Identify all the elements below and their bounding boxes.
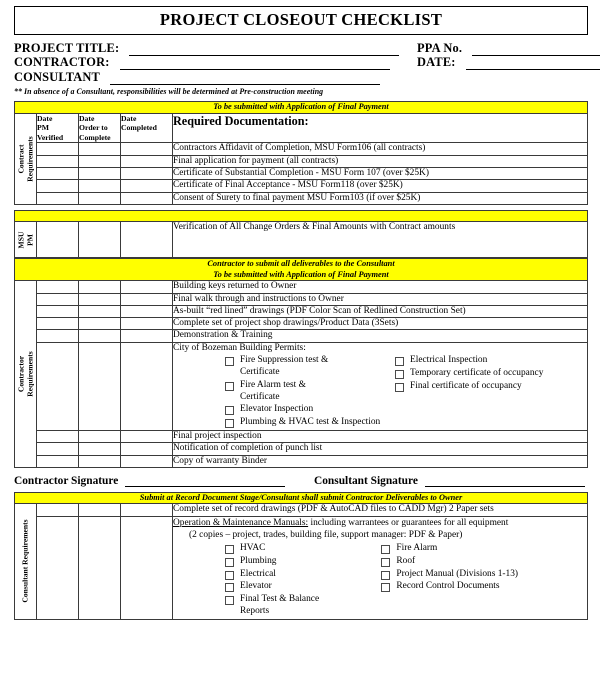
- contractor-requirements-table: [14, 258, 588, 468]
- om-checkbox-plumbing[interactable]: [225, 556, 381, 568]
- cell-pm-verified[interactable]: [37, 443, 79, 455]
- cell-order-complete[interactable]: [79, 504, 121, 516]
- consultant-banner-row: [15, 492, 588, 504]
- checkbox-icon[interactable]: [225, 583, 234, 592]
- consultant-input[interactable]: [110, 73, 380, 85]
- checkbox-icon[interactable]: [225, 571, 234, 580]
- contractor-signature-field: [14, 475, 314, 487]
- cell-date-completed[interactable]: [121, 155, 173, 167]
- ppa-no-input[interactable]: [472, 44, 600, 56]
- cell-pm-verified[interactable]: [37, 143, 79, 155]
- cell-order-complete[interactable]: [79, 305, 121, 317]
- cell-date-completed[interactable]: [121, 342, 173, 430]
- cell-pm-verified[interactable]: [37, 504, 79, 516]
- building-permits-block: [173, 342, 588, 430]
- checkbox-icon[interactable]: [395, 383, 404, 392]
- contractor-row-after-0: Final project inspection: [173, 430, 588, 442]
- cell-order-complete[interactable]: [79, 430, 121, 442]
- cell-date-completed[interactable]: [121, 222, 173, 258]
- hdr-order-line-2: Order to: [79, 123, 108, 133]
- cell-pm-verified[interactable]: [37, 318, 79, 330]
- contractor-side-label-line-2: Requirements: [24, 351, 34, 397]
- field-project-title: [14, 41, 414, 56]
- contract-banner-line-1: To be submitted with Application of Final Payment: [213, 102, 389, 111]
- checkbox-icon[interactable]: [395, 370, 404, 379]
- field-ppa-no: [417, 41, 600, 56]
- cell-pm-verified[interactable]: [37, 180, 79, 192]
- contractor-row-3: Complete set of project shop drawings/Product Data (3Sets): [173, 318, 588, 330]
- hdr-order-line-3: Complete: [79, 132, 111, 142]
- table-row-permits: [15, 342, 588, 430]
- contract-row-4: Consent of Surety to final payment MSU Form103 (if over $25K): [173, 192, 588, 204]
- permit-checkbox-elevator-inspection[interactable]: [225, 404, 395, 416]
- contract-header-row: [15, 113, 588, 143]
- om-manuals-block: [173, 516, 588, 619]
- om-label-plumbing: Plumbing: [240, 555, 277, 566]
- cell-order-complete[interactable]: [79, 155, 121, 167]
- checkbox-icon[interactable]: [225, 357, 234, 366]
- om-checkbox-roof[interactable]: [381, 556, 587, 568]
- contractor-row-4: Demonstration & Training: [173, 330, 588, 342]
- table-row: [15, 192, 588, 204]
- contractor-input[interactable]: [120, 58, 390, 70]
- building-permits-columns: [173, 355, 587, 430]
- cell-pm-verified[interactable]: [37, 192, 79, 204]
- contract-side-label: [15, 113, 37, 204]
- msu-pm-row-0: Verification of All Change Orders & Final Amounts with Contract amounts: [173, 222, 588, 258]
- field-date: [417, 56, 600, 71]
- contractor-side-label-text: [17, 351, 34, 396]
- hdr-done-line-1: Date: [121, 113, 137, 123]
- cell-date-completed[interactable]: [121, 192, 173, 204]
- contractor-banner-line-2: To be submitted with Application of Final Payment: [213, 269, 389, 279]
- column-header-date-order-to-complete: [79, 113, 121, 143]
- consultant-label: CONSULTANT: [14, 69, 101, 84]
- consultant-row-0: Complete set of record drawings (PDF & AutoCAD files to CADD Mgr) 2 Paper sets: [173, 504, 588, 516]
- cell-order-complete[interactable]: [79, 180, 121, 192]
- permit-checkbox-fire-alarm[interactable]: [225, 380, 395, 404]
- table-row: [15, 305, 588, 317]
- contractor-side-label: [15, 281, 37, 468]
- checkbox-icon[interactable]: [225, 558, 234, 567]
- cell-pm-verified[interactable]: [37, 305, 79, 317]
- cell-pm-verified[interactable]: [37, 342, 79, 430]
- om-checkbox-hvac[interactable]: [225, 543, 381, 555]
- consultant-signature-label: Consultant Signature: [314, 474, 418, 487]
- cell-pm-verified[interactable]: [37, 167, 79, 179]
- project-info-block: [14, 41, 588, 99]
- cell-pm-verified[interactable]: [37, 155, 79, 167]
- table-row: [15, 443, 588, 455]
- cell-date-completed[interactable]: [121, 167, 173, 179]
- hdr-pm-line-1: Date: [37, 113, 53, 123]
- date-input[interactable]: [466, 58, 600, 70]
- contractor-signature-input[interactable]: [125, 475, 285, 487]
- checkbox-icon[interactable]: [395, 357, 404, 366]
- cell-date-completed[interactable]: [121, 430, 173, 442]
- permit-label-fire-suppression: [240, 355, 328, 379]
- contract-side-label-line-1: Contract: [15, 144, 25, 174]
- hdr-pm-line-2: PM: [37, 123, 49, 133]
- document-page: [0, 6, 600, 699]
- date-label: DATE:: [417, 55, 456, 69]
- field-consultant: [14, 70, 414, 85]
- permit-checkbox-temporary-occupancy[interactable]: [395, 368, 587, 380]
- msu-side-label-line-1: MSU: [15, 231, 25, 249]
- cell-order-complete[interactable]: [79, 443, 121, 455]
- checkbox-icon[interactable]: [381, 545, 390, 554]
- contractor-signature-label: Contractor Signature: [14, 474, 119, 487]
- permit-checkbox-fire-suppression[interactable]: [225, 355, 395, 379]
- table-row-om-manuals: [15, 516, 588, 619]
- table-row: [15, 167, 588, 179]
- om-label-roof: Roof: [396, 555, 416, 566]
- field-contractor: [14, 56, 414, 71]
- cell-pm-verified[interactable]: [37, 516, 79, 619]
- om-label-electrical: Electrical: [240, 568, 276, 579]
- table-row: [15, 330, 588, 342]
- building-permits-title: City of Bozeman Building Permits:: [173, 342, 306, 353]
- table-row: [15, 222, 588, 258]
- consultant-signature-field: [314, 475, 588, 487]
- consultant-note: ** In absence of a Consultant, responsibilities will be determined at Pre-construction meeting: [14, 86, 324, 96]
- table-row: [15, 143, 588, 155]
- permit-label-temporary-occupancy: Temporary certificate of occupancy: [410, 368, 544, 379]
- contract-side-label-line-2: Requirements: [24, 135, 34, 182]
- om-manuals-heading: [173, 517, 587, 529]
- project-info-right: [417, 41, 600, 70]
- contractor-row-1: Final walk through and instructions to Owner: [173, 293, 588, 305]
- om-checkbox-record-control-documents[interactable]: [381, 581, 587, 593]
- contract-requirements-table: [14, 101, 588, 205]
- contract-side-label-text: [17, 136, 34, 181]
- project-info-left: [14, 41, 414, 96]
- om-manuals-heading-underlined: Operation & Maintenance Manuals:: [173, 517, 309, 528]
- signature-row: [14, 475, 588, 487]
- permit-label-fire-suppression-line-2: Certificate: [240, 367, 280, 378]
- permit-label-fire-alarm-line-2: Certificate: [240, 391, 280, 402]
- column-header-date-completed: [121, 113, 173, 143]
- project-title-label: PROJECT TITLE:: [14, 40, 120, 55]
- consultant-banner: [15, 492, 588, 504]
- om-manuals-subnote: (2 copies – project, trades, building file, support manager: PDF & Paper): [189, 529, 463, 540]
- table-row: [15, 155, 588, 167]
- cell-date-completed[interactable]: [121, 293, 173, 305]
- consultant-requirements-table: [14, 492, 588, 620]
- permit-label-elevator-inspection: Elevator Inspection: [240, 404, 314, 415]
- permit-checkbox-final-occupancy[interactable]: [395, 381, 587, 393]
- cell-date-completed[interactable]: [121, 455, 173, 467]
- table-row: [15, 430, 588, 442]
- contract-row-0: Contractors Affidavit of Completion, MSU Form106 (all contracts): [173, 143, 588, 155]
- permit-label-fire-alarm-line-1: Fire Alarm test &: [240, 379, 306, 390]
- contractor-row-after-2: Copy of warranty Binder: [173, 455, 588, 467]
- cell-date-completed[interactable]: [121, 180, 173, 192]
- cell-pm-verified[interactable]: [37, 281, 79, 293]
- column-header-required-documentation: Required Documentation:: [173, 113, 588, 143]
- hdr-done-line-2: Completed: [121, 123, 157, 133]
- checkbox-icon[interactable]: [225, 596, 234, 605]
- hdr-pm-line-3: Verified: [37, 132, 64, 142]
- cell-order-complete[interactable]: [79, 318, 121, 330]
- table-row: [15, 318, 588, 330]
- contract-row-3: Certificate of Final Acceptance - MSU Form118 (over $25K): [173, 180, 588, 192]
- om-label-final-test-balance-line-2: Reports: [240, 605, 270, 616]
- msu-pm-side-label-text: [17, 231, 34, 248]
- om-label-fire-alarm: Fire Alarm: [396, 543, 438, 553]
- permit-label-final-occupancy: Final certificate of occupancy: [410, 380, 522, 391]
- hdr-order-line-1: Date: [79, 113, 95, 123]
- building-permits-left-column: [225, 355, 395, 430]
- consultant-side-label-text: Consultant Requirements: [20, 519, 30, 603]
- cell-date-completed[interactable]: [121, 318, 173, 330]
- contractor-side-label-line-1: Contractor: [15, 355, 25, 393]
- cell-date-completed[interactable]: [121, 443, 173, 455]
- table-row: [15, 180, 588, 192]
- checkbox-icon[interactable]: [225, 406, 234, 415]
- cell-order-complete[interactable]: [79, 293, 121, 305]
- cell-pm-verified[interactable]: [37, 455, 79, 467]
- consultant-banner-line-1: Submit at Record Document Stage/Consultant shall submit Contractor Deliverables to Owner: [139, 492, 463, 502]
- checkbox-icon[interactable]: [225, 382, 234, 391]
- permit-label-electrical-inspection: Electrical Inspection: [410, 355, 488, 366]
- cell-order-complete[interactable]: [79, 167, 121, 179]
- om-manuals-columns: [173, 543, 587, 619]
- permit-checkbox-electrical-inspection[interactable]: [395, 355, 587, 367]
- om-label-final-test-balance-line-1: Final Test & Balance: [240, 594, 320, 604]
- cell-date-completed[interactable]: [121, 281, 173, 293]
- cell-order-complete[interactable]: [79, 192, 121, 204]
- contractor-banner: [15, 259, 588, 281]
- permit-label-fire-alarm: [240, 380, 306, 404]
- om-label-project-manual: Project Manual (Divisions 1-13): [396, 568, 519, 579]
- cell-date-completed[interactable]: [121, 330, 173, 342]
- cell-order-complete[interactable]: [79, 281, 121, 293]
- checkbox-icon[interactable]: [225, 545, 234, 554]
- permit-label-fire-suppression-line-1: Fire Suppression test &: [240, 355, 329, 366]
- cell-pm-verified[interactable]: [37, 430, 79, 442]
- msu-pm-side-label: [15, 222, 37, 258]
- msu-side-label-line-2: PM: [24, 233, 34, 246]
- om-manuals-right-column: [381, 543, 587, 619]
- checkbox-icon[interactable]: [225, 419, 234, 428]
- contractor-banner-row: [15, 259, 588, 281]
- om-manuals-heading-rest: including warrantees or guarantees for all equipment: [308, 517, 509, 528]
- consultant-side-label: [15, 504, 37, 619]
- cell-pm-verified[interactable]: [37, 330, 79, 342]
- table-row: [15, 504, 588, 516]
- om-manuals-left-column: [225, 543, 381, 619]
- document-title-box: [14, 6, 588, 35]
- cell-date-completed[interactable]: [121, 305, 173, 317]
- om-checkbox-electrical[interactable]: [225, 569, 381, 581]
- checkbox-icon[interactable]: [381, 558, 390, 567]
- cell-order-complete[interactable]: [79, 455, 121, 467]
- contractor-row-0: Building keys returned to Owner: [173, 281, 588, 293]
- contract-banner-row: [15, 102, 588, 114]
- contractor-row-2: As-built “red lined” drawings (PDF Color Scan of Redlined Construction Set): [173, 305, 588, 317]
- table-row: [15, 293, 588, 305]
- om-checkbox-fire-alarm[interactable]: [381, 543, 587, 555]
- cell-order-complete[interactable]: [79, 516, 121, 619]
- checkbox-icon[interactable]: [381, 583, 390, 592]
- msu-banner-row: [15, 210, 588, 222]
- cell-pm-verified[interactable]: [37, 222, 79, 258]
- cell-order-complete[interactable]: [79, 330, 121, 342]
- contract-banner: [15, 102, 588, 114]
- cell-date-completed[interactable]: [121, 504, 173, 516]
- contractor-banner-line-1: Contractor to submit all deliverables to the Consultant: [207, 259, 395, 269]
- building-permits-right-column: [395, 355, 587, 430]
- cell-date-completed[interactable]: [121, 516, 173, 619]
- om-label-record-control-documents: Record Control Documents: [396, 581, 500, 592]
- msu-banner: [15, 210, 588, 222]
- cell-order-complete[interactable]: [79, 143, 121, 155]
- contract-row-1: Final application for payment (all contracts): [173, 155, 588, 167]
- contract-row-2: Certificate of Substantial Completion - MSU Form 107 (over $25K): [173, 167, 588, 179]
- contractor-row-after-1: Notification of completion of punch list: [173, 443, 588, 455]
- permit-label-plumbing-hvac: Plumbing & HVAC test & Inspection: [240, 417, 381, 428]
- project-title-input[interactable]: [129, 44, 399, 56]
- ppa-no-label: PPA No.: [417, 40, 463, 55]
- cell-order-complete[interactable]: [79, 222, 121, 258]
- om-label-final-test-balance: [240, 594, 319, 618]
- om-checkbox-final-test-balance[interactable]: [225, 594, 381, 618]
- om-checkbox-elevator[interactable]: [225, 581, 381, 593]
- cell-order-complete[interactable]: [79, 342, 121, 430]
- table-row: [15, 455, 588, 467]
- column-header-date-pm-verified: [37, 113, 79, 143]
- checkbox-icon[interactable]: [381, 571, 390, 580]
- consultant-signature-input[interactable]: [425, 475, 585, 487]
- page-title: PROJECT CLOSEOUT CHECKLIST: [159, 10, 443, 29]
- cell-date-completed[interactable]: [121, 143, 173, 155]
- contractor-label: CONTRACTOR:: [14, 55, 110, 69]
- table-row: [15, 281, 588, 293]
- om-label-hvac: HVAC: [240, 543, 266, 553]
- cell-pm-verified[interactable]: [37, 293, 79, 305]
- om-label-elevator: Elevator: [240, 581, 272, 592]
- om-checkbox-project-manual[interactable]: [381, 569, 587, 581]
- msu-pm-table: [14, 210, 588, 259]
